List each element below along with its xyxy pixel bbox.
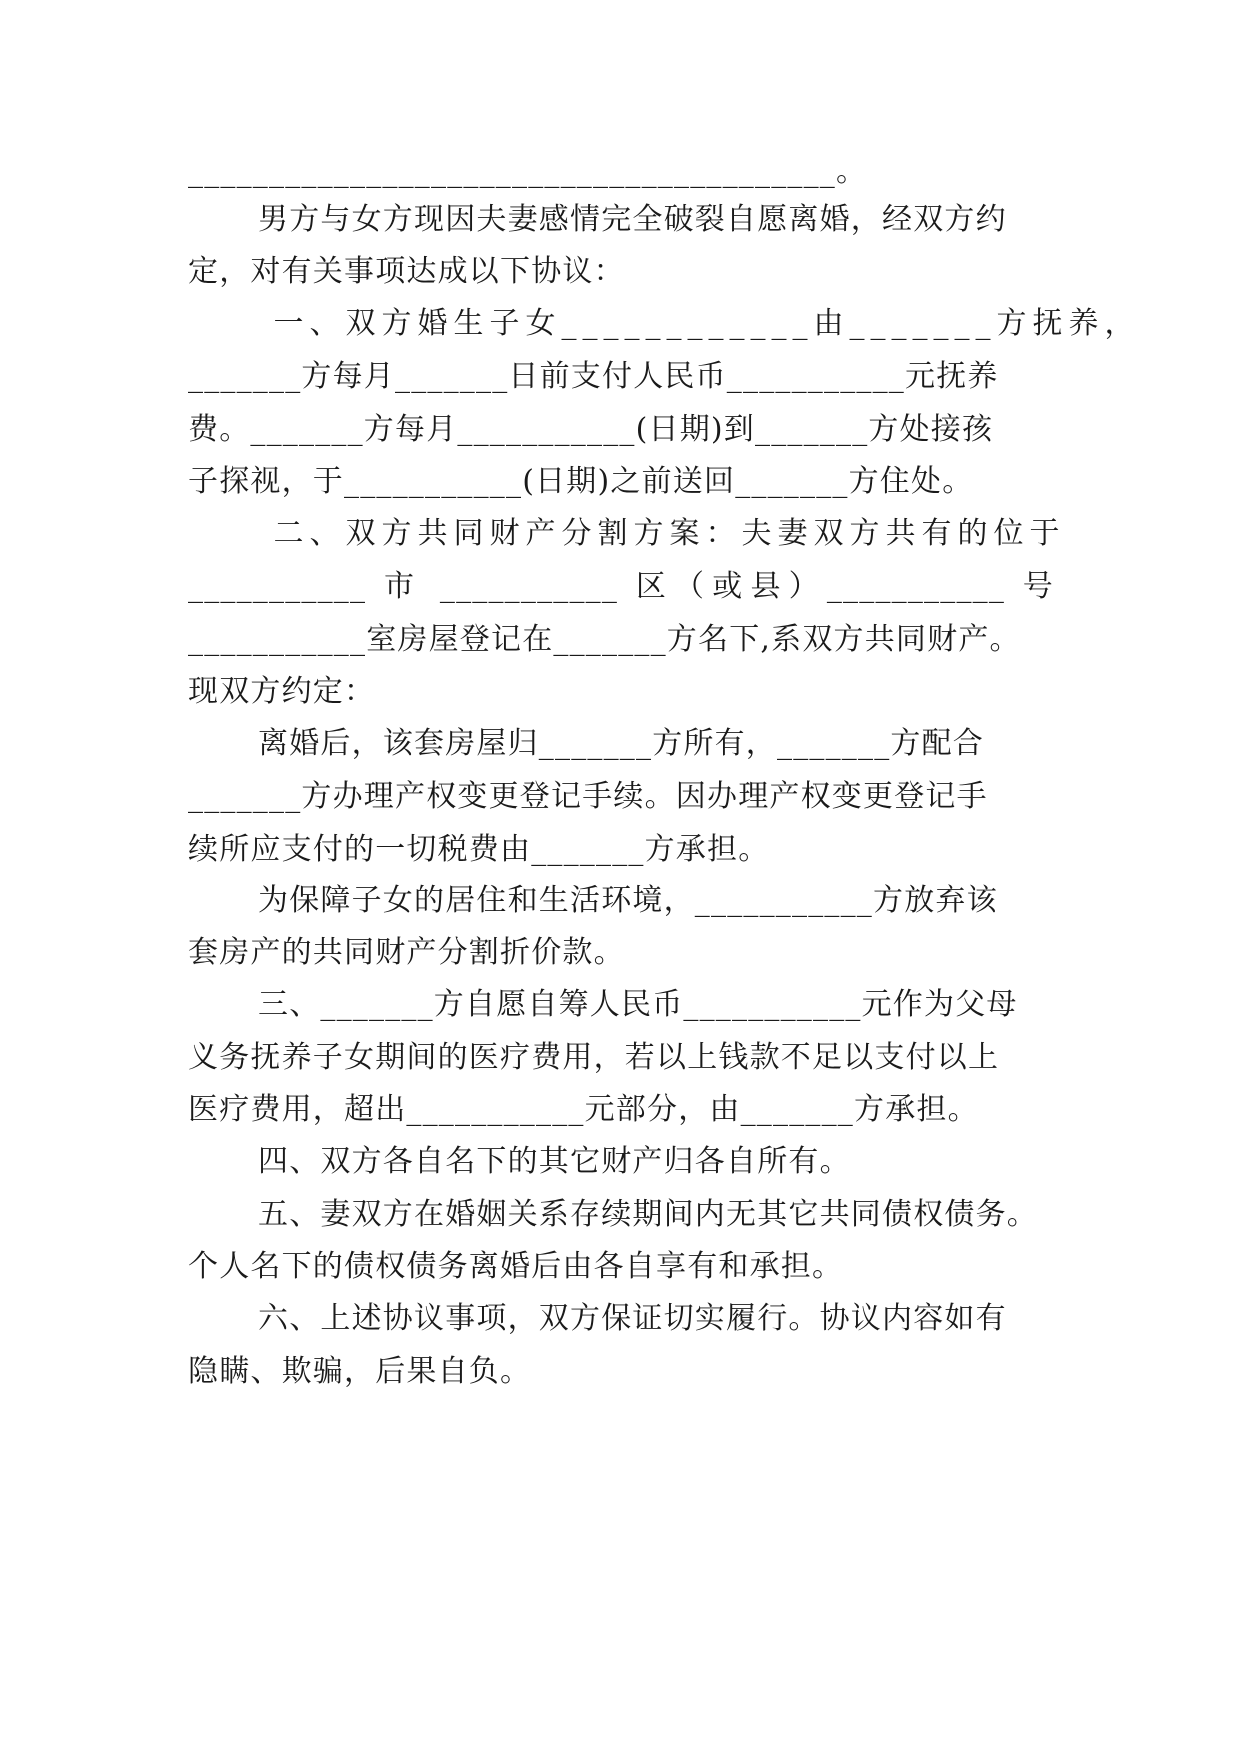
house-line-3: 续所应支付的一切税费由_______方承担。 (188, 832, 770, 867)
clause-3-line-3: 医疗费用，超出___________元部分，由_______方承担。 (188, 1092, 979, 1127)
clause-2-line-1: 二、双方共同财产分割方案：夫妻双方共有的位于 (258, 516, 1066, 551)
clause-6-line-2: 隐瞒、欺骗，后果自负。 (188, 1354, 532, 1389)
clause-2-line-3: ___________室房屋登记在_______方名下,系双方共同财产。 (188, 622, 1021, 657)
blank-line: ________________________________________。 (188, 154, 868, 189)
intro-line-2: 定，对有关事项达成以下协议： (188, 254, 625, 289)
intro-line-1: 男方与女方现因夫妻感情完全破裂自愿离婚，经双方约 (258, 202, 1007, 237)
clause-5-line-1: 五、妻双方在婚姻关系存续期间内无其它共同债权债务。 (258, 1197, 1038, 1232)
child-housing-line-1: 为保障子女的居住和生活环境，___________方放弃该 (258, 883, 998, 918)
clause-3-line-2: 义务抚养子女期间的医疗费用，若以上钱款不足以支付以上 (188, 1040, 1000, 1075)
clause-6-line-1: 六、上述协议事项，双方保证切实履行。协议内容如有 (258, 1301, 1007, 1336)
house-line-2: _______方办理产权变更登记手续。因办理产权变更登记手 (188, 779, 988, 814)
clause-1-line-4: 子探视，于___________(日期)之前送回_______方住处。 (188, 464, 974, 499)
clause-1-line-2: _______方每月_______日前支付人民币___________元抚养 (188, 359, 999, 394)
clause-1-line-1: 一、双方婚生子女____________由_______方抚养， (258, 306, 1141, 341)
clause-2-line-4: 现双方约定： (188, 674, 376, 709)
clause-2-line-2: ___________ 市 ___________ 区（或县）___________ 号 (188, 569, 1054, 604)
child-housing-line-2: 套房产的共同财产分割折价款。 (188, 935, 625, 970)
clause-4-line: 四、双方各自名下的其它财产归各自所有。 (258, 1144, 851, 1179)
house-line-1: 离婚后，该套房屋归_______方所有，_______方配合 (258, 726, 984, 761)
clause-1-line-3: 费。_______方每月___________(日期)到_______方处接孩 (188, 412, 994, 447)
clause-3-line-1: 三、_______方自愿自筹人民币___________元作为父母 (258, 987, 1018, 1022)
clause-5-line-2: 个人名下的债权债务离婚后由各自享有和承担。 (188, 1249, 844, 1284)
